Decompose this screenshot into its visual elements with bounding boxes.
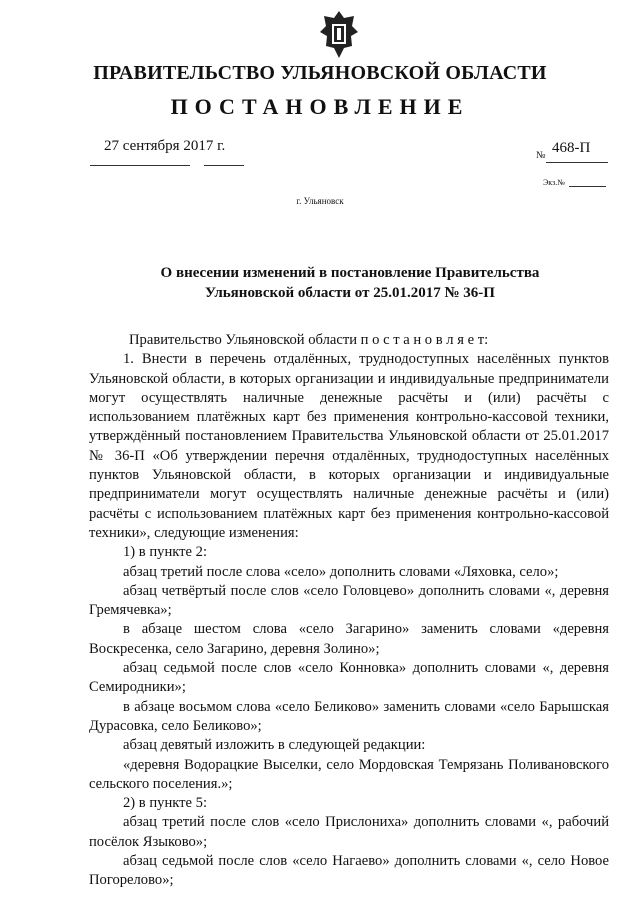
paragraph: в абзаце восьмом слова «село Беликово» заменить словами «село Барышская Дурасовка, село Беликово»; [89, 698, 609, 734]
date-underline [90, 165, 190, 166]
document-number: 468-П [552, 140, 591, 156]
organization-title: ПРАВИТЕЛЬСТВО УЛЬЯНОВСКОЙ ОБЛАСТИ [93, 62, 547, 84]
paragraph: в абзаце шестом слова «село Загарино» заменить словами «деревня Воскресенка, село Загарино, деревня Золино»; [89, 621, 609, 657]
paragraph: абзац третий после слова «село» дополнить словами «Ляховка, село»; [123, 563, 559, 580]
document-title [90, 263, 640, 303]
document-type: ПОСТАНОВЛЕНИЕ [170, 94, 470, 119]
city: г. Ульяновск [296, 196, 344, 206]
number-label: № [536, 150, 546, 161]
copy-label: Экз.№ [543, 178, 565, 187]
title-line-1: О внесении изменений в постановление Правительства [160, 265, 540, 281]
paragraph: «деревня Водорацкие Выселки, село Мордовская Темрязань Поливановского сельского поселения.»; [89, 756, 609, 792]
number-underline [546, 162, 608, 163]
paragraph: абзац седьмой после слов «село Конновка» дополнить словами «, деревня Семиродники»; [89, 660, 609, 696]
coat-of-arms-icon [318, 10, 360, 60]
paragraph: Правительство Ульяновской области п о с т а н о в л я е т: [129, 332, 489, 348]
document-body [89, 331, 609, 891]
title-line-2: Ульяновской области от 25.01.2017 № 36-П [205, 285, 495, 301]
paragraph: абзац седьмой после слов «село Нагаево» дополнить словами «, село Новое Погорелово»; [89, 853, 609, 889]
paragraph: 1) в пункте 2: [123, 544, 208, 561]
paragraph: абзац девятый изложить в следующей редакции: [123, 737, 426, 754]
copy-underline [569, 186, 606, 187]
paragraph: 2) в пункте 5: [123, 795, 208, 812]
document-date: 27 сентября 2017 г. [104, 138, 226, 154]
paragraph: абзац третий после слов «село Прислониха» дополнить словами «, рабочий посёлок Языково»; [89, 814, 609, 850]
paragraph: 1. Внести в перечень отдалённых, труднодоступных населённых пунктов Ульяновской области, в которых организации и индивидуальные предприниматели могут осуществлять наличные денежные расчёты и (или) расчёты с использованием платёжных карт без применения контрольно-кассовой техники, утверждённый постановлением Правительства Ульяновской области от 25.01.2017 № 36-П «Об утверждении перечня отдалённых, труднодоступных населённых пунктов Ульяновской области, в которых организации и индивидуальные предприниматели могут осуществлять наличные денежные расчёты и (или) расчёты с использованием платёжных карт без применения контрольно-кассовой техники», следующие изменения: [89, 351, 609, 541]
date-underline-short [204, 165, 244, 166]
paragraph: абзац четвёртый после слов «село Головцево» дополнить словами «, деревня Гремячевка»; [89, 582, 609, 619]
